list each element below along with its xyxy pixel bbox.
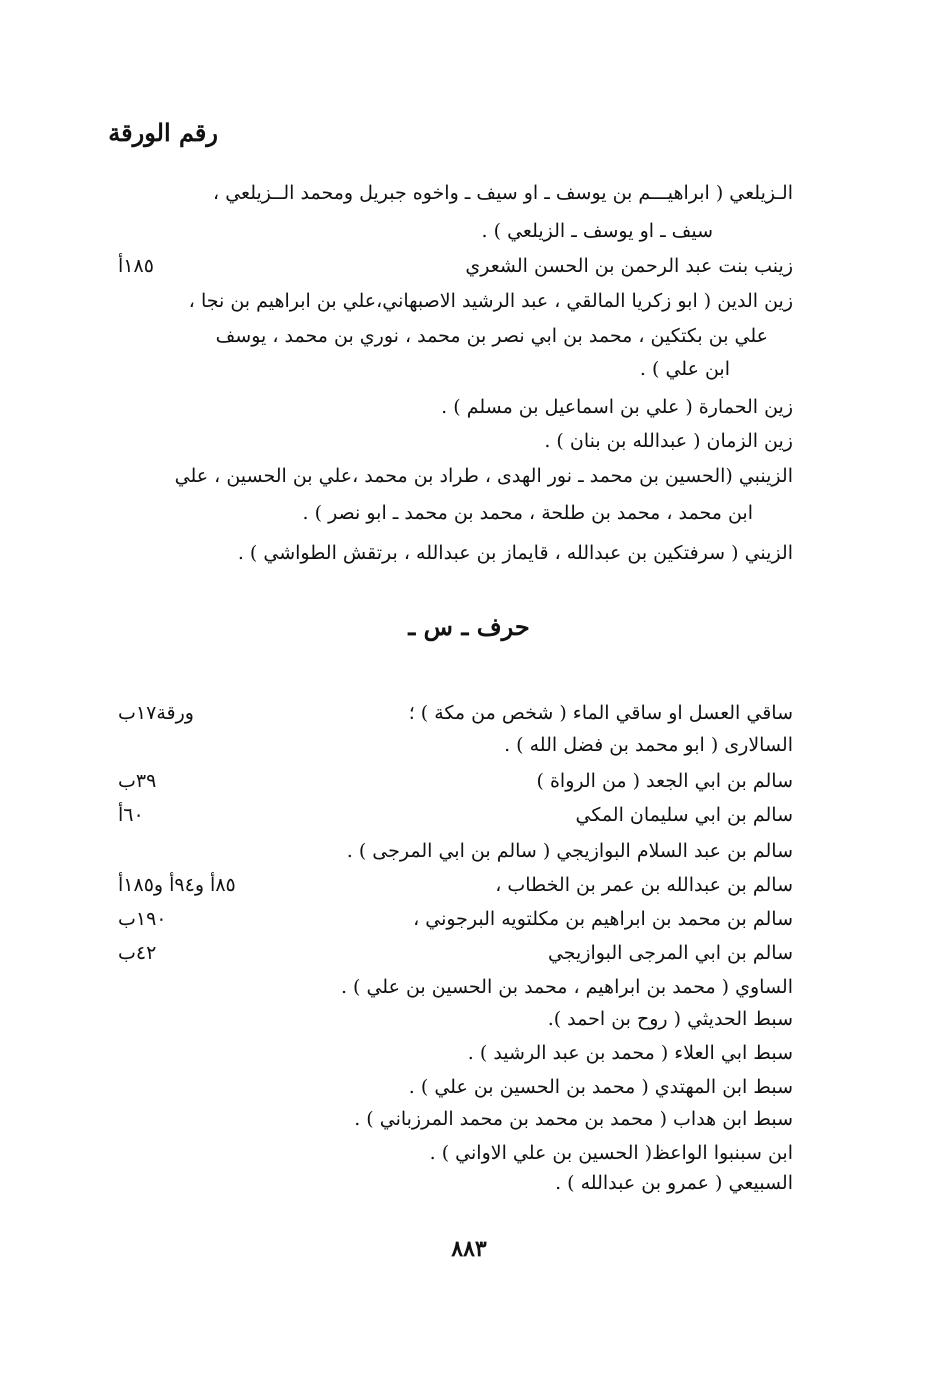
entry-line: سالم بن ابي المرجى البوازيجي (547, 942, 793, 964)
entry-line: سالم بن عبد السلام البوازيجي ( سالم بن ابي المرجى ) . (346, 840, 793, 862)
entry-line: سالم بن محمد بن ابراهيم بن مكلتويه البرجوني ، (413, 908, 793, 930)
entry-line: ابن محمد ، محمد بن طلحة ، محمد بن محمد ـ ابو نصر ) . (302, 502, 753, 524)
entry-line: سالم بن عبدالله بن عمر بن الخطاب ، (495, 874, 793, 896)
entry-line: سبط ابن المهتدي ( محمد بن الحسين بن علي ) . (408, 1076, 793, 1098)
entry-line: سبط ابن هداب ( محمد بن محمد بن محمد المرزباني ) . (354, 1108, 793, 1130)
entry-line: ابن سبنبوا الواعظ( الحسين بن علي الاواني ) . (429, 1142, 793, 1164)
folio-reference: ١٨٥أ (118, 255, 154, 277)
folio-reference: ورقة١٧ب (118, 702, 194, 724)
entry-line: سيف ـ او يوسف ـ الزيلعي ) . (481, 220, 713, 242)
entry-line: الزينبي (الحسين بن محمد ـ نور الهدى ، طراد بن محمد ،علي بن الحسين ، علي (174, 465, 793, 487)
column-header: رقم الورقة (108, 118, 218, 147)
entry-line: السبيعي ( عمرو بن عبدالله ) . (555, 1172, 793, 1194)
entry-line: ابن علي ) . (639, 358, 730, 380)
folio-reference: ١٩٠ب (118, 908, 167, 930)
entry-line: السالارى ( ابو محمد بن فضل الله ) . (504, 734, 793, 756)
folio-reference: ٦٠أ (118, 804, 144, 826)
entry-line: سبط الحديثي ( روح بن احمد ). (547, 1008, 793, 1030)
folio-reference: ٤٢ب (118, 942, 157, 964)
entry-line: ساقي العسل او ساقي الماء ( شخص من مكة ) ؛ (408, 702, 793, 724)
entry-line: سالم بن ابي سليمان المكي (575, 804, 793, 826)
entry-line: زينب بنت عبد الرحمن بن الحسن الشعري (465, 255, 793, 277)
entry-line: سبط ابي العلاء ( محمد بن عبد الرشيد ) . (467, 1042, 793, 1064)
page-number: ٨٨٣ (451, 1236, 487, 1262)
folio-reference: ٣٩ب (118, 770, 157, 792)
section-heading: حرف ـ س ـ (408, 612, 530, 641)
entry-line: زين الحمارة ( علي بن اسماعيل بن مسلم ) . (441, 396, 793, 418)
entry-line: الـزيلعي ( ابراهيـــم بن يوسف ـ او سيف ـ واخوه جبريل ومحمد الــزيلعي ، (213, 182, 793, 204)
entry-line: زين الدين ( ابو زكريا المالقي ، عبد الرشيد الاصبهاني،علي بن ابراهيم بن نجا ، (188, 290, 793, 312)
folio-reference: ٨٥أ و٩٤أ و١٨٥أ (118, 874, 236, 896)
entry-line: زين الزمان ( عبدالله بن بنان ) . (544, 430, 793, 452)
entry-line: الزيني ( سرفتكين بن عبدالله ، قايماز بن عبدالله ، برتقش الطواشي ) . (237, 542, 793, 564)
entry-line: علي بن بكتكين ، محمد بن ابي نصر بن محمد ، نوري بن محمد ، يوسف (215, 325, 768, 347)
entry-line: سالم بن ابي الجعد ( من الرواة ) (536, 770, 793, 792)
entry-line: الساوي ( محمد بن ابراهيم ، محمد بن الحسين بن علي ) . (340, 976, 793, 998)
